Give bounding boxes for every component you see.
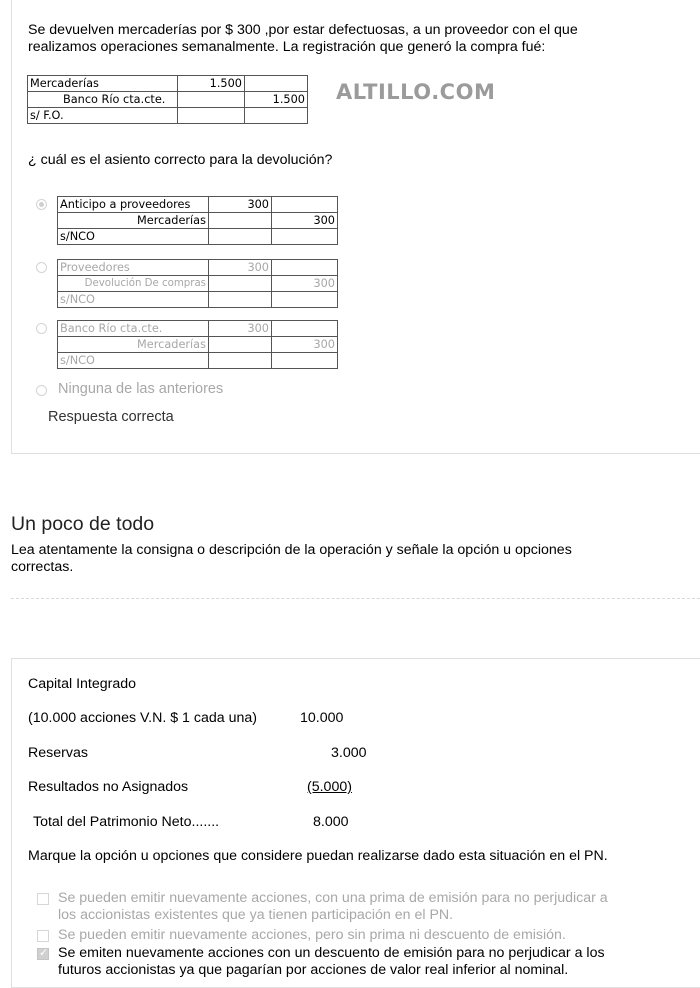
account-cell: s/NCO bbox=[58, 292, 209, 308]
section-description-line-1: Lea atentamente la consigna o descripción de la operación y señale la opción u opciones bbox=[11, 542, 572, 558]
option-a-journal-table[interactable] bbox=[57, 196, 338, 245]
account-cell: s/ F.O. bbox=[28, 108, 178, 124]
total-pn-label: Total del Patrimonio Neto....... bbox=[33, 814, 220, 830]
credit-cell bbox=[245, 108, 308, 124]
acciones-label: (10.000 acciones V.N. $ 1 cada una) bbox=[28, 710, 257, 726]
option-none-label[interactable]: Ninguna de las anteriores bbox=[58, 381, 224, 397]
option-c-radio[interactable] bbox=[36, 323, 47, 334]
resultados-value: (5.000) bbox=[307, 779, 352, 795]
resultados-label: Resultados no Asignados bbox=[28, 779, 189, 795]
debit-cell bbox=[209, 229, 272, 245]
option-1-checkbox[interactable] bbox=[37, 893, 49, 905]
reservas-value: 3.000 bbox=[331, 745, 367, 761]
question-2-prompt: Marque la opción u opciones que considere puedan realizarse dado esta situación en el PN. bbox=[28, 848, 608, 864]
credit-cell: 1.500 bbox=[245, 92, 308, 108]
credit-cell: 300 bbox=[272, 337, 338, 353]
option-3-label-line-1[interactable]: Se emiten nuevamente acciones con un descuento de emisión para no perjudicar a los bbox=[58, 945, 605, 961]
option-b-radio[interactable] bbox=[36, 262, 47, 273]
table-row bbox=[58, 229, 338, 245]
account-cell: s/NCO bbox=[58, 229, 209, 245]
table-row bbox=[58, 260, 338, 276]
credit-cell bbox=[272, 321, 338, 337]
credit-cell bbox=[272, 353, 338, 369]
section-title: Un poco de todo bbox=[11, 513, 155, 535]
option-3-label-line-2[interactable]: futuros accionistas ya que pagarían por acciones de valor real inferior al nominal. bbox=[58, 962, 569, 978]
account-cell: Anticipo a proveedores bbox=[58, 197, 209, 213]
option-c-journal-table[interactable] bbox=[57, 320, 338, 369]
option-3-checkbox[interactable] bbox=[37, 948, 49, 960]
account-cell: Mercaderías bbox=[58, 213, 209, 229]
debit-cell bbox=[178, 108, 245, 124]
option-b-journal-table[interactable] bbox=[57, 259, 338, 308]
capital-integrado-label: Capital Integrado bbox=[28, 676, 137, 692]
debit-cell bbox=[209, 337, 272, 353]
debit-cell: 300 bbox=[209, 321, 272, 337]
debit-cell bbox=[209, 213, 272, 229]
question-1-prompt: ¿ cuál es el asiento correcto para la devolución? bbox=[28, 152, 333, 168]
question-1-statement-line-2: realizamos operaciones semanalmente. La registración que generó la compra fué: bbox=[28, 39, 546, 55]
table-row bbox=[58, 321, 338, 337]
table-row bbox=[28, 108, 308, 124]
section-divider bbox=[11, 598, 700, 599]
debit-cell: 300 bbox=[209, 260, 272, 276]
table-row bbox=[58, 292, 338, 308]
account-cell: Proveedores bbox=[58, 260, 209, 276]
table-row bbox=[28, 92, 308, 108]
purchase-journal-table bbox=[27, 75, 308, 124]
table-row bbox=[58, 353, 338, 369]
section-description-line-2: correctas. bbox=[11, 559, 74, 575]
option-a-radio[interactable] bbox=[36, 199, 47, 210]
table-row bbox=[58, 276, 338, 292]
total-pn-value: 8.000 bbox=[313, 814, 349, 830]
credit-cell bbox=[245, 76, 308, 92]
option-1-label-line-1[interactable]: Se pueden emitir nuevamente acciones, con una prima de emisión para no perjudicar a bbox=[58, 890, 608, 906]
credit-cell bbox=[272, 260, 338, 276]
credit-cell bbox=[272, 229, 338, 245]
account-cell: Mercaderías bbox=[28, 76, 178, 92]
option-none-radio[interactable] bbox=[36, 385, 47, 396]
credit-cell: 300 bbox=[272, 276, 338, 292]
watermark: ALTILLO.COM bbox=[336, 80, 496, 104]
option-1-label-line-2[interactable]: los accionistas existentes que ya tienen participación en el PN. bbox=[58, 907, 454, 923]
table-row bbox=[58, 197, 338, 213]
credit-cell bbox=[272, 197, 338, 213]
option-2-checkbox[interactable] bbox=[37, 930, 49, 942]
debit-cell bbox=[209, 292, 272, 308]
reservas-label: Reservas bbox=[28, 745, 88, 761]
debit-cell bbox=[178, 92, 245, 108]
debit-cell bbox=[209, 353, 272, 369]
table-row bbox=[58, 337, 338, 353]
acciones-value: 10.000 bbox=[300, 710, 344, 726]
debit-cell bbox=[209, 276, 272, 292]
debit-cell: 300 bbox=[209, 197, 272, 213]
credit-cell: 300 bbox=[272, 213, 338, 229]
account-cell: Banco Río cta.cte. bbox=[58, 321, 209, 337]
question-1-statement-line-1: Se devuelven mercaderías por $ 300 ,por estar defectuosas, a un proveedor con el que bbox=[28, 22, 578, 38]
table-row bbox=[58, 213, 338, 229]
credit-cell bbox=[272, 292, 338, 308]
debit-cell: 1.500 bbox=[178, 76, 245, 92]
account-cell: Banco Río cta.cte. bbox=[28, 92, 178, 108]
account-cell: Devolución De compras bbox=[58, 276, 209, 292]
account-cell: s/NCO bbox=[58, 353, 209, 369]
option-2-label[interactable]: Se pueden emitir nuevamente acciones, pero sin prima ni descuento de emisión. bbox=[58, 927, 566, 943]
table-row bbox=[28, 76, 308, 92]
feedback-text: Respuesta correcta bbox=[48, 409, 174, 425]
account-cell: Mercaderías bbox=[58, 337, 209, 353]
